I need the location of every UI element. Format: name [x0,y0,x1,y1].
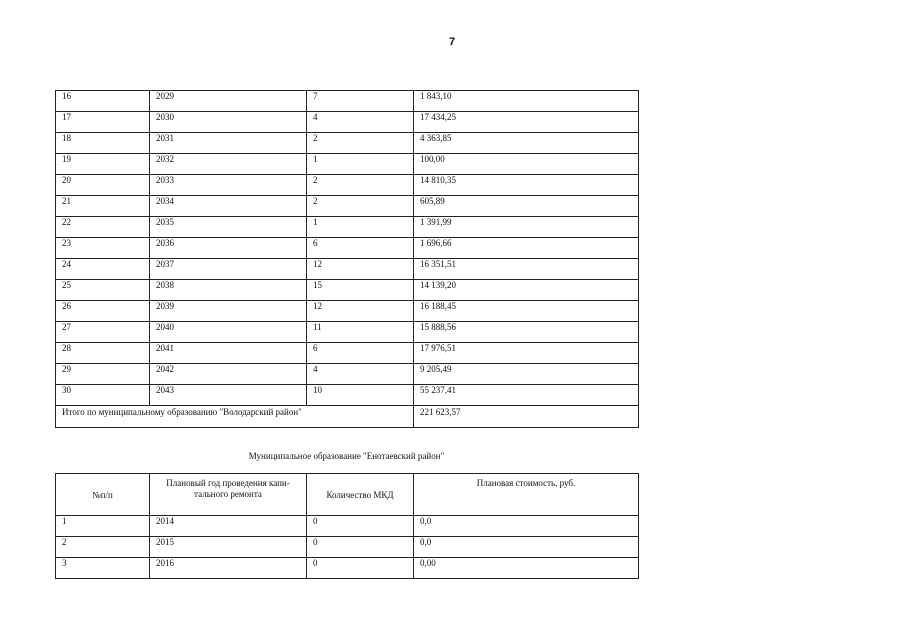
cell-number: 24 [56,259,150,280]
table-row [56,280,639,301]
cell-year: 2016 [150,558,307,579]
header-number: №п/п [56,474,150,516]
cell-cost: 16 188,45 [414,301,639,322]
schedule-table-enotaevsky [55,473,639,579]
cell-number: 19 [56,154,150,175]
table-header-row [56,474,639,516]
cell-year: 2042 [150,364,307,385]
cell-number: 16 [56,91,150,112]
header-planned-cost: Плановая стоимость, руб. [414,474,639,516]
cell-number: 22 [56,217,150,238]
cell-cost: 4 363,85 [414,133,639,154]
table-row [56,385,639,406]
cell-number: 28 [56,343,150,364]
schedule-table-volodarsky [55,90,639,428]
cell-number: 18 [56,133,150,154]
table-row [56,91,639,112]
cell-cost: 100,00 [414,154,639,175]
total-value: 221 623,57 [414,406,639,428]
cell-year: 2040 [150,322,307,343]
cell-year: 2036 [150,238,307,259]
cell-building-count: 6 [307,343,414,364]
cell-year: 2033 [150,175,307,196]
cell-cost: 1 391,99 [414,217,639,238]
cell-cost: 605,89 [414,196,639,217]
cell-year: 2031 [150,133,307,154]
cell-number: 2 [56,537,150,558]
cell-year: 2041 [150,343,307,364]
cell-building-count: 0 [307,537,414,558]
cell-cost: 0,0 [414,537,639,558]
cell-number: 1 [56,516,150,537]
cell-cost: 0,0 [414,516,639,537]
table-row [56,154,639,175]
cell-building-count: 7 [307,91,414,112]
cell-cost: 0,00 [414,558,639,579]
cell-number: 20 [56,175,150,196]
cell-number: 30 [56,385,150,406]
cell-building-count: 4 [307,364,414,385]
total-label: Итого по муниципальному образованию "Володарский район" [56,406,414,428]
header-planned-year: Плановый год проведения капи-тального ремонта [150,474,307,516]
table-row [56,175,639,196]
cell-cost: 17 434,25 [414,112,639,133]
cell-number: 29 [56,364,150,385]
cell-building-count: 12 [307,259,414,280]
cell-year: 2037 [150,259,307,280]
table-row [56,259,639,280]
cell-year: 2030 [150,112,307,133]
table-row [56,343,639,364]
table-row [56,238,639,259]
cell-cost: 17 976,51 [414,343,639,364]
table-row [56,516,639,537]
cell-building-count: 1 [307,217,414,238]
cell-building-count: 6 [307,238,414,259]
cell-cost: 14 139,20 [414,280,639,301]
cell-cost: 16 351,51 [414,259,639,280]
cell-cost: 15 888,56 [414,322,639,343]
table-row [56,364,639,385]
cell-number: 23 [56,238,150,259]
cell-building-count: 2 [307,175,414,196]
cell-number: 27 [56,322,150,343]
cell-number: 17 [56,112,150,133]
cell-building-count: 2 [307,196,414,217]
cell-year: 2029 [150,91,307,112]
cell-number: 26 [56,301,150,322]
cell-cost: 9 205,49 [414,364,639,385]
cell-number: 25 [56,280,150,301]
section-title: Муниципальное образование "Енотаевский район" [248,451,445,461]
cell-number: 3 [56,558,150,579]
cell-cost: 55 237,41 [414,385,639,406]
cell-building-count: 1 [307,154,414,175]
table-row [56,196,639,217]
total-row [56,406,639,428]
cell-year: 2032 [150,154,307,175]
cell-year: 2034 [150,196,307,217]
cell-year: 2043 [150,385,307,406]
table-row [56,217,639,238]
cell-building-count: 15 [307,280,414,301]
cell-building-count: 12 [307,301,414,322]
cell-cost: 1 696,66 [414,238,639,259]
cell-building-count: 11 [307,322,414,343]
cell-building-count: 0 [307,516,414,537]
cell-cost: 14 810,35 [414,175,639,196]
cell-year: 2035 [150,217,307,238]
cell-building-count: 4 [307,112,414,133]
cell-year: 2014 [150,516,307,537]
table-row [56,112,639,133]
cell-year: 2039 [150,301,307,322]
cell-cost: 1 843,10 [414,91,639,112]
table-row [56,537,639,558]
header-building-count: Количество МКД [307,474,414,516]
cell-building-count: 2 [307,133,414,154]
page-number: 7 [448,36,456,48]
table-row [56,133,639,154]
cell-year: 2038 [150,280,307,301]
cell-number: 21 [56,196,150,217]
cell-building-count: 10 [307,385,414,406]
table-row [56,322,639,343]
cell-building-count: 0 [307,558,414,579]
cell-year: 2015 [150,537,307,558]
table-row [56,301,639,322]
table-row [56,558,639,579]
